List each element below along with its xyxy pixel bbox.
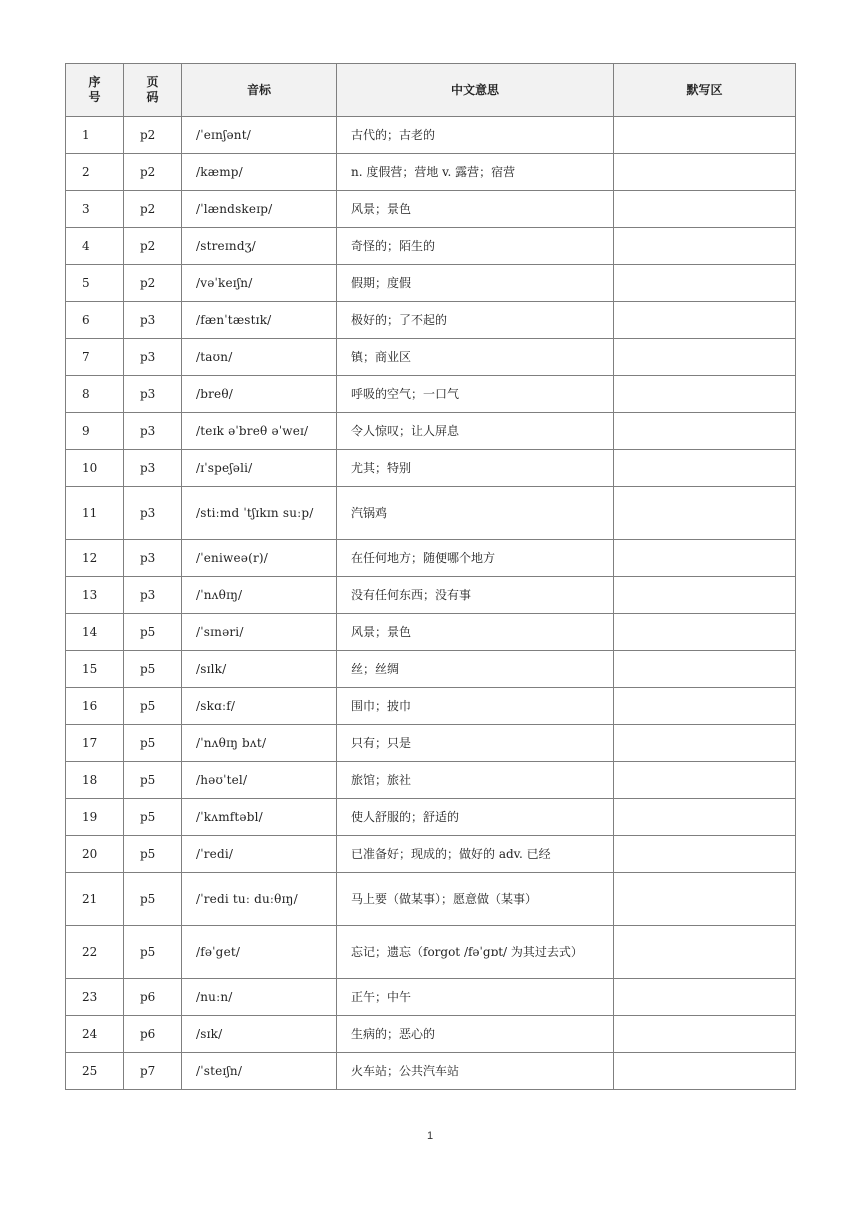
row-number: 9 xyxy=(66,413,124,450)
row-number: 11 xyxy=(66,487,124,540)
header-phonetic: 音标 xyxy=(182,64,337,117)
row-dictation-cell[interactable] xyxy=(614,873,796,926)
row-meaning: 尤其；特别 xyxy=(337,450,614,487)
row-meaning: 呼吸的空气；一口气 xyxy=(337,376,614,413)
row-phonetic: /skɑːf/ xyxy=(182,688,337,725)
row-dictation-cell[interactable] xyxy=(614,450,796,487)
row-number: 17 xyxy=(66,725,124,762)
row-dictation-cell[interactable] xyxy=(614,339,796,376)
row-number: 13 xyxy=(66,577,124,614)
row-number: 14 xyxy=(66,614,124,651)
row-number: 5 xyxy=(66,265,124,302)
row-phonetic: /fænˈtæstɪk/ xyxy=(182,302,337,339)
row-meaning: 忘记；遗忘（forgot /fəˈgɒt/ 为其过去式） xyxy=(337,926,614,979)
table-row xyxy=(66,540,796,577)
row-phonetic: /ˈeniweə(r)/ xyxy=(182,540,337,577)
row-phonetic: /ˈlændskeɪp/ xyxy=(182,191,337,228)
row-dictation-cell[interactable] xyxy=(614,413,796,450)
row-phonetic: /kæmp/ xyxy=(182,154,337,191)
row-page: p5 xyxy=(124,762,182,799)
row-number: 23 xyxy=(66,979,124,1016)
row-meaning: 使人舒服的；舒适的 xyxy=(337,799,614,836)
row-meaning: 丝；丝绸 xyxy=(337,651,614,688)
row-phonetic: /həʊˈtel/ xyxy=(182,762,337,799)
row-phonetic: /ˈsɪnəri/ xyxy=(182,614,337,651)
table-row xyxy=(66,926,796,979)
row-phonetic: /breθ/ xyxy=(182,376,337,413)
row-meaning: 风景；景色 xyxy=(337,191,614,228)
row-number: 21 xyxy=(66,873,124,926)
row-number: 7 xyxy=(66,339,124,376)
row-page: p2 xyxy=(124,154,182,191)
row-meaning: 古代的；古老的 xyxy=(337,117,614,154)
row-dictation-cell[interactable] xyxy=(614,265,796,302)
table-row xyxy=(66,799,796,836)
row-dictation-cell[interactable] xyxy=(614,154,796,191)
table-row xyxy=(66,302,796,339)
row-dictation-cell[interactable] xyxy=(614,926,796,979)
table-row xyxy=(66,836,796,873)
row-dictation-cell[interactable] xyxy=(614,688,796,725)
row-phonetic: /stiːmd ˈtʃɪkɪn suːp/ xyxy=(182,487,337,540)
row-number: 10 xyxy=(66,450,124,487)
row-meaning: 正午；中午 xyxy=(337,979,614,1016)
row-meaning: 镇；商业区 xyxy=(337,339,614,376)
row-phonetic: /ˈkʌmftəbl/ xyxy=(182,799,337,836)
row-phonetic: /sɪk/ xyxy=(182,1016,337,1053)
row-number: 19 xyxy=(66,799,124,836)
row-meaning: 在任何地方；随便哪个地方 xyxy=(337,540,614,577)
page-number: 1 xyxy=(426,1130,434,1142)
row-phonetic: /ˈsteɪʃn/ xyxy=(182,1053,337,1090)
header-dictation: 默写区 xyxy=(614,64,796,117)
row-dictation-cell[interactable] xyxy=(614,228,796,265)
header-page: 页 码 xyxy=(124,64,182,117)
row-phonetic: /fəˈget/ xyxy=(182,926,337,979)
row-dictation-cell[interactable] xyxy=(614,651,796,688)
row-page: p5 xyxy=(124,614,182,651)
row-meaning: 围巾；披巾 xyxy=(337,688,614,725)
table-row xyxy=(66,376,796,413)
row-phonetic: /ˈnʌθɪŋ/ xyxy=(182,577,337,614)
table-row xyxy=(66,154,796,191)
table-row xyxy=(66,450,796,487)
row-number: 22 xyxy=(66,926,124,979)
row-dictation-cell[interactable] xyxy=(614,979,796,1016)
vocabulary-table xyxy=(65,63,796,1090)
row-dictation-cell[interactable] xyxy=(614,487,796,540)
row-meaning: 令人惊叹；让人屏息 xyxy=(337,413,614,450)
row-number: 8 xyxy=(66,376,124,413)
row-dictation-cell[interactable] xyxy=(614,577,796,614)
row-page: p5 xyxy=(124,725,182,762)
row-page: p6 xyxy=(124,1016,182,1053)
row-phonetic: /ˈnʌθɪŋ bʌt/ xyxy=(182,725,337,762)
row-dictation-cell[interactable] xyxy=(614,762,796,799)
row-dictation-cell[interactable] xyxy=(614,302,796,339)
row-number: 15 xyxy=(66,651,124,688)
table-row xyxy=(66,228,796,265)
row-page: p3 xyxy=(124,487,182,540)
row-dictation-cell[interactable] xyxy=(614,117,796,154)
row-page: p3 xyxy=(124,450,182,487)
row-dictation-cell[interactable] xyxy=(614,836,796,873)
row-page: p5 xyxy=(124,651,182,688)
row-phonetic: /ɪˈspeʃəli/ xyxy=(182,450,337,487)
row-number: 4 xyxy=(66,228,124,265)
row-meaning: 汽锅鸡 xyxy=(337,487,614,540)
row-meaning: 马上要（做某事）；愿意做（某事） xyxy=(337,873,614,926)
table-row xyxy=(66,191,796,228)
row-dictation-cell[interactable] xyxy=(614,1016,796,1053)
row-page: p5 xyxy=(124,836,182,873)
row-phonetic: /ˈeɪnʃənt/ xyxy=(182,117,337,154)
table-row xyxy=(66,413,796,450)
row-meaning: 只有；只是 xyxy=(337,725,614,762)
row-page: p5 xyxy=(124,688,182,725)
row-dictation-cell[interactable] xyxy=(614,1053,796,1090)
row-page: p3 xyxy=(124,302,182,339)
row-number: 6 xyxy=(66,302,124,339)
row-page: p3 xyxy=(124,413,182,450)
row-page: p3 xyxy=(124,540,182,577)
row-number: 18 xyxy=(66,762,124,799)
row-number: 24 xyxy=(66,1016,124,1053)
row-dictation-cell[interactable] xyxy=(614,376,796,413)
row-page: p3 xyxy=(124,376,182,413)
row-meaning: 已准备好；现成的；做好的 adv. 已经 xyxy=(337,836,614,873)
row-meaning: 火车站；公共汽车站 xyxy=(337,1053,614,1090)
row-dictation-cell[interactable] xyxy=(614,799,796,836)
row-phonetic: /vəˈkeɪʃn/ xyxy=(182,265,337,302)
row-page: p2 xyxy=(124,117,182,154)
row-phonetic: /ˈredi tuː duːθɪŋ/ xyxy=(182,873,337,926)
row-number: 3 xyxy=(66,191,124,228)
table-row xyxy=(66,873,796,926)
header-row xyxy=(66,64,796,117)
table-row xyxy=(66,651,796,688)
table-row xyxy=(66,265,796,302)
table-row xyxy=(66,487,796,540)
row-meaning: 生病的；恶心的 xyxy=(337,1016,614,1053)
row-dictation-cell[interactable] xyxy=(614,191,796,228)
row-meaning: n. 度假营；营地 v. 露营；宿营 xyxy=(337,154,614,191)
table-row xyxy=(66,979,796,1016)
header-no: 序 号 xyxy=(66,64,124,117)
row-number: 2 xyxy=(66,154,124,191)
row-meaning: 奇怪的；陌生的 xyxy=(337,228,614,265)
table-row xyxy=(66,1016,796,1053)
row-page: p5 xyxy=(124,926,182,979)
table-row xyxy=(66,117,796,154)
row-phonetic: /sɪlk/ xyxy=(182,651,337,688)
row-number: 20 xyxy=(66,836,124,873)
row-phonetic: /streɪndʒ/ xyxy=(182,228,337,265)
table-row xyxy=(66,688,796,725)
row-meaning: 风景；景色 xyxy=(337,614,614,651)
row-page: p2 xyxy=(124,191,182,228)
row-phonetic: /taʊn/ xyxy=(182,339,337,376)
table-row xyxy=(66,614,796,651)
table-row xyxy=(66,577,796,614)
row-number: 16 xyxy=(66,688,124,725)
row-phonetic: /nuːn/ xyxy=(182,979,337,1016)
table-row xyxy=(66,762,796,799)
row-phonetic: /teɪk əˈbreθ əˈweɪ/ xyxy=(182,413,337,450)
row-number: 1 xyxy=(66,117,124,154)
row-number: 25 xyxy=(66,1053,124,1090)
row-page: p5 xyxy=(124,799,182,836)
row-dictation-cell[interactable] xyxy=(614,540,796,577)
row-phonetic: /ˈredi/ xyxy=(182,836,337,873)
header-meaning: 中文意思 xyxy=(337,64,614,117)
row-dictation-cell[interactable] xyxy=(614,725,796,762)
vocabulary-sheet xyxy=(65,63,795,1090)
row-page: p7 xyxy=(124,1053,182,1090)
row-page: p6 xyxy=(124,979,182,1016)
row-meaning: 旅馆；旅社 xyxy=(337,762,614,799)
row-meaning: 极好的；了不起的 xyxy=(337,302,614,339)
row-page: p3 xyxy=(124,577,182,614)
row-page: p2 xyxy=(124,265,182,302)
row-dictation-cell[interactable] xyxy=(614,614,796,651)
table-row xyxy=(66,725,796,762)
row-meaning: 假期；度假 xyxy=(337,265,614,302)
table-row xyxy=(66,1053,796,1090)
row-page: p3 xyxy=(124,339,182,376)
table-row xyxy=(66,339,796,376)
row-number: 12 xyxy=(66,540,124,577)
row-page: p5 xyxy=(124,873,182,926)
row-meaning: 没有任何东西；没有事 xyxy=(337,577,614,614)
row-page: p2 xyxy=(124,228,182,265)
